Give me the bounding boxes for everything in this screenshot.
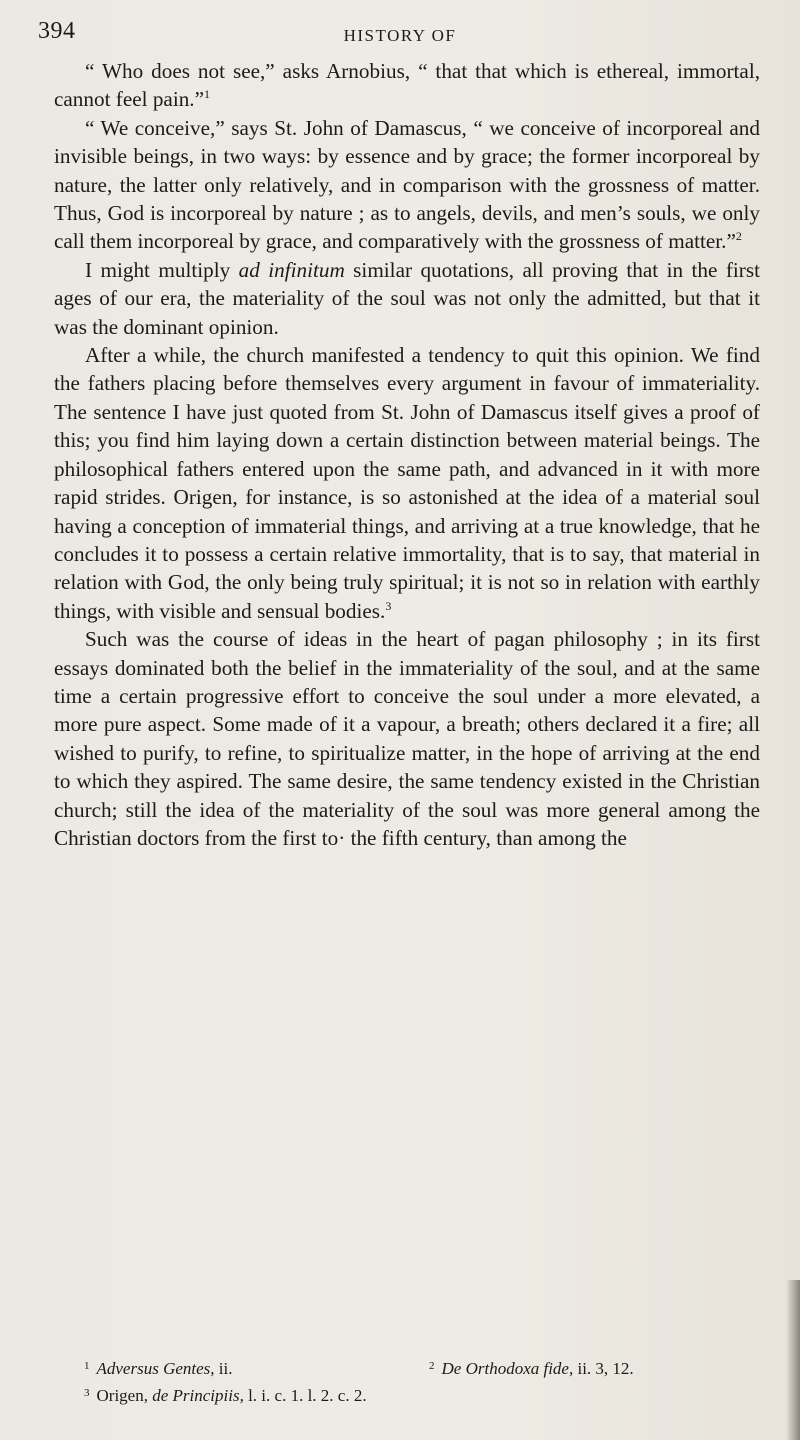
footnote-text: ii. xyxy=(214,1359,233,1378)
footnote-title: De Orthodoxa fide, xyxy=(441,1359,574,1378)
running-head: HISTORY OF xyxy=(343,26,457,45)
footnote-text: ii. 3, 12. xyxy=(573,1359,634,1378)
footnotes xyxy=(54,1354,760,1408)
page-edge-shadow xyxy=(786,1280,800,1440)
footnote-ref: 3 xyxy=(385,598,392,613)
paragraph-text: Such was the course of ideas in the heart of pagan philosophy ; in its first essays dominated both the belief in the immateriality of the soul, and at the same time a certain progressive effort to conceive the soul under a more elevated, a more pure aspect. Some made of it a vapour, a breath; others declared it a fire; all wished to purify, to refine, to spiritualize matter, in the hope of arriving at the end to which they aspired. The same desire, the same tendency existed in the Christian church; still the idea of the materiality of the soul was more general among the Christian doctors from the first to· the fifth century, than among the xyxy=(54,627,760,850)
paragraph xyxy=(54,256,760,341)
paragraph-text: similar quotations, all proving that in the first ages of our era, the materiality of the soul was not only the admitted, but that it was the dominant opinion. xyxy=(54,257,760,339)
footnote xyxy=(84,1381,367,1408)
footnote-text: l. i. c. 1. l. 2. c. 2. xyxy=(243,1386,367,1405)
paragraph xyxy=(54,57,760,114)
footnote-line xyxy=(54,1354,760,1381)
footnote xyxy=(429,1354,634,1381)
paragraph-text: I might multiply xyxy=(85,257,239,282)
paragraph-text: “ We conceive,” says St. John of Damascus, “ we conceive of incorporeal and invisible beings, in two ways: by essence and by grace; the former incorporeal by nature, the latter only relatively, and in comparison with the grossness of matter. Thus, God is incorporeal by nature ; as to angels, devils, and men’s souls, we only call them incorporeal by grace, and comparatively with the grossness of matter.” xyxy=(54,115,760,254)
page-number: 394 xyxy=(38,18,76,44)
paragraph-text: After a while, the church manifested a tendency to quit this opinion. We find the fathers placing before themselves every argument in favour of immateriality. The sentence I have just quoted from St. John of Damascus itself gives a proof of this; you find him laying down a certain distinction between material beings. The philosophical fathers entered upon the same path, and advanced in it with more rapid strides. Origen, for instance, is so astonished at the idea of a material soul having a conception of immaterial things, and arriving at a true knowledge, that he concludes it to possess a certain relative immortality, that is to say, that material in relation with God, the only being truly spiritual; it is not so in relation with earthly things, with visible and sensual bodies. xyxy=(54,343,760,623)
paragraph-text: “ Who does not see,” asks Arnobius, “ that that which is ethereal, immortal, cannot feel pain.” xyxy=(54,59,760,112)
footnote-ref: 2 xyxy=(735,229,742,244)
body-text xyxy=(54,57,760,852)
paragraph xyxy=(54,341,760,625)
paragraph xyxy=(54,114,760,256)
footnote-line xyxy=(54,1381,760,1408)
footnote-mark: 2 xyxy=(429,1360,435,1372)
paragraph xyxy=(54,625,760,852)
footnote-title: de Principiis, xyxy=(152,1386,244,1405)
footnote-mark: 3 xyxy=(84,1387,90,1399)
footnote-title: Adversus Gentes, xyxy=(96,1359,215,1378)
footnote xyxy=(84,1354,429,1381)
footnote-text: Origen, xyxy=(96,1386,153,1405)
footnote-mark: 1 xyxy=(84,1360,90,1372)
latin-phrase: ad infinitum xyxy=(238,257,345,282)
footnote-ref: 1 xyxy=(204,87,210,102)
